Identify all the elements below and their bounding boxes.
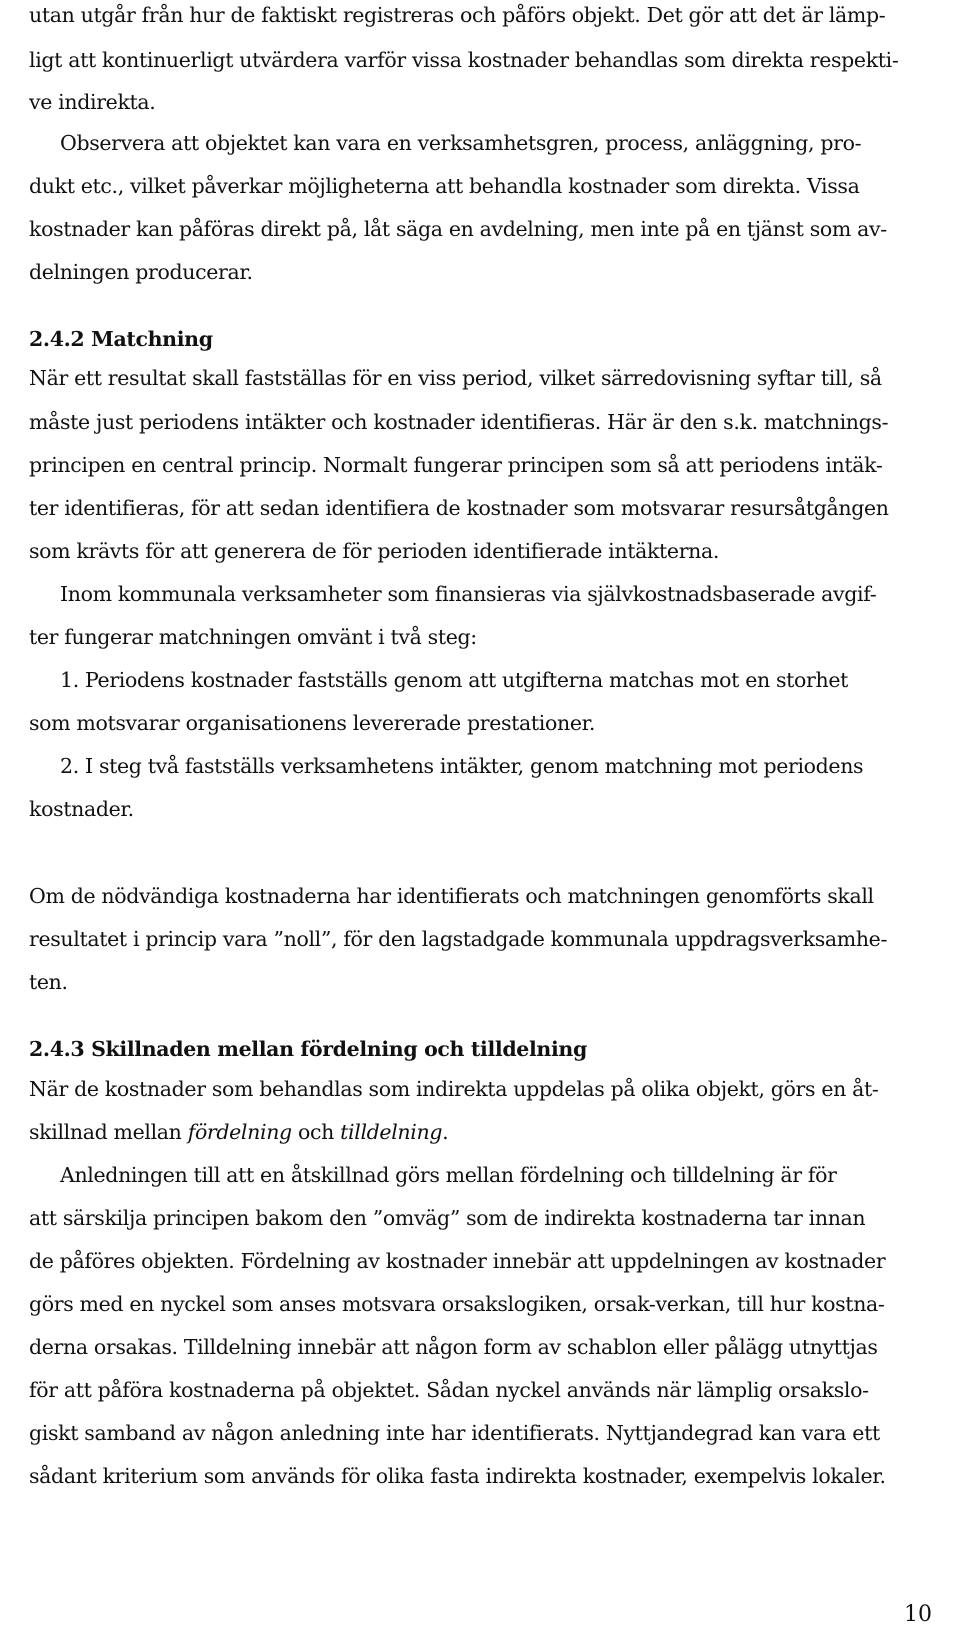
text-line: som motsvarar organisationens levererade prestationer.	[29, 711, 595, 735]
text-line: När ett resultat skall fastställas för en viss period, vilket särredovisning syftar till, så	[29, 366, 882, 390]
text-line: ter identifieras, för att sedan identifiera de kostnader som motsvarar resursåtgången	[29, 496, 889, 520]
text-line: Om de nödvändiga kostnaderna har identifierats och matchningen genomförts skall	[29, 884, 874, 908]
text-line: ve indirekta.	[29, 90, 156, 114]
text-line: derna orsakas. Tilldelning innebär att någon form av schablon eller pålägg utnyttjas	[29, 1335, 878, 1359]
text-line: Inom kommunala verksamheter som finansieras via självkostnadsbaserade avgif-	[60, 582, 877, 606]
text-span: .	[442, 1120, 449, 1144]
text-line: principen en central princip. Normalt fungerar principen som så att periodens intäk-	[29, 453, 883, 477]
text-line: utan utgår från hur de faktiskt registreras och påförs objekt. Det gör att det är lämp-	[29, 3, 886, 27]
text-line: görs med en nyckel som anses motsvara orsakslogiken, orsak-verkan, till hur kostna-	[29, 1292, 885, 1316]
text-span: skillnad mellan	[29, 1120, 188, 1144]
list-item: 2. I steg två fastställs verksamhetens intäkter, genom matchning mot periodens	[60, 754, 864, 778]
text-line	[29, 1119, 448, 1145]
text-line: giskt samband av någon anledning inte har identifierats. Nyttjandegrad kan vara ett	[29, 1421, 880, 1445]
page-number: 10	[904, 1602, 932, 1627]
section-heading-skillnaden: 2.4.3 Skillnaden mellan fördelning och tilldelning	[29, 1037, 587, 1061]
text-line: ten.	[29, 970, 68, 994]
text-line: Observera att objektet kan vara en verksamhetsgren, process, anläggning, pro-	[60, 131, 862, 155]
text-line: Anledningen till att en åtskillnad görs mellan fördelning och tilldelning är för	[60, 1163, 837, 1187]
text-span: och	[291, 1120, 341, 1144]
text-line: som krävts för att generera de för perioden identifierade intäkterna.	[29, 539, 720, 563]
section-heading-matchning: 2.4.2 Matchning	[29, 327, 213, 351]
text-line: ligt att kontinuerligt utvärdera varför vissa kostnader behandlas som direkta respekti-	[29, 48, 899, 72]
text-line: måste just periodens intäkter och kostnader identifieras. Här är den s.k. matchnings-	[29, 410, 889, 434]
text-line: de påföres objekten. Fördelning av kostnader innebär att uppdelningen av kostnader	[29, 1249, 886, 1273]
text-line: ter fungerar matchningen omvänt i två steg:	[29, 625, 477, 649]
text-line: delningen producerar.	[29, 260, 253, 284]
text-line: att särskilja principen bakom den ”omväg” som de indirekta kostnaderna tar innan	[29, 1206, 866, 1230]
text-line: resultatet i princip vara ”noll”, för den lagstadgade kommunala uppdragsverksamhe-	[29, 927, 888, 951]
list-item: 1. Periodens kostnader fastställs genom att utgifterna matchas mot en storhet	[60, 668, 849, 692]
text-line: för att påföra kostnaderna på objektet. Sådan nyckel används när lämplig orsakslo-	[29, 1378, 869, 1402]
text-line: När de kostnader som behandlas som indirekta uppdelas på olika objekt, görs en åt-	[29, 1077, 879, 1101]
term-tilldelning: tilldelning	[340, 1120, 443, 1144]
text-line: kostnader.	[29, 797, 134, 821]
text-line: sådant kriterium som används för olika fasta indirekta kostnader, exempelvis lokaler.	[29, 1464, 886, 1488]
text-line: kostnader kan påföras direkt på, låt säga en avdelning, men inte på en tjänst som av-	[29, 217, 887, 241]
text-line: dukt etc., vilket påverkar möjligheterna att behandla kostnader som direkta. Vissa	[29, 174, 860, 198]
term-fordelning: fördelning	[187, 1120, 292, 1144]
